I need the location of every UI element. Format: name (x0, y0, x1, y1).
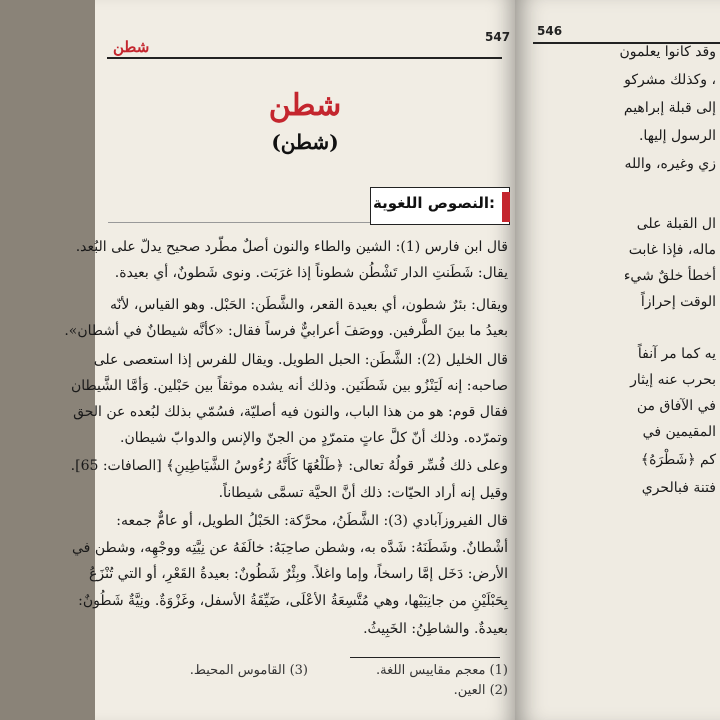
text-line: قال الفيروزآبادي (3): الشَّطَنُ، محرَّكة: الحَبْلُ الطويل، أو عامٌّ جمعه: (116, 513, 508, 529)
text-line: الرسول إليها. (638, 128, 716, 144)
text-line: يه كما مر آنفاً (637, 346, 716, 362)
text-line: زي وغيره، والله (624, 156, 716, 172)
text-line: قال ابن فارس (1): الشين والطاء والنون أصلٌ مطّرد صحيح يدلّ على البُعد. (75, 239, 508, 255)
section-heading: النصوص اللغوية: (373, 194, 495, 212)
footnote-2: (2) العين. (453, 683, 508, 698)
text-line: يقال: شَطَنتِ الدار تَشْطُن شطوناً إذا غرَبَت. ونوى شَطونٌ، أي بعيدة. (114, 265, 508, 281)
text-line: بعيدةٌ. والشاطِنُ: الخَبِيثُ. (363, 621, 508, 637)
entry-subtitle: (شطن) (271, 130, 339, 154)
footnote-3: (3) القاموس المحيط. (189, 663, 308, 678)
text-line: إلى قبلة إبراهيم (623, 100, 716, 116)
text-line: فتنة فبالحري (641, 480, 716, 496)
text-line: وتمرّده. وذلك أنّ كلَّ عاتٍ متمرّدٍ من الجنّ والإنس والدوابّ شيطان. (120, 430, 508, 446)
page-number-547: 547 (485, 30, 511, 44)
text-line: وقد كانوا يعلمون (619, 44, 716, 60)
text-line: ، وكذلك مشركو (624, 72, 716, 88)
footnote-1: (1) معجم مقاييس اللغة. (376, 663, 508, 678)
entry-title: شطن (268, 88, 342, 123)
text-line: بِحَبْلَيْنِ من جانِبَيْها، وهي مُتَّسِعَةُ الأعْلَى، ضَيِّقَةُ الأسفل، وغَزْوَةٌ. ونِيَّةٌ شَطُونٌ: (78, 593, 508, 609)
text-line: ويقال: بئرٌ شطون، أي بعيدة القعر، والشَّطَن: الحَبْل. وهو القياس، لأنّه (110, 297, 508, 313)
text-line: الوقت إحرازاً (640, 294, 716, 310)
text-line: كم ﴿شَطْرَهُ﴾ (640, 452, 716, 468)
footnote-rule (350, 657, 500, 658)
text-line: المقيمين في (642, 424, 716, 440)
text-line: صاحبه: إنه لَيَنْزُو بين شَطَنَين. وذلك أنه يشده موثقاً بين حَبْلين. وَأمَّا الشَّيطان (70, 378, 508, 394)
page-number-546: 546 (537, 24, 563, 38)
page-546 (515, 0, 720, 720)
text-line: الأرض: دَخَل إمَّا راسخاً، وإما واغلاً. وبِئْرٌ شَطُونٌ: بعيدةُ القَعْرِ، أو التي تُنْزَعُ (89, 566, 508, 582)
text-line: بعيدُ ما بينَ الطَّرفين. ووصَفَ أعرابيٌّ فرساً فقال: «كأنَّه شيطانٌ في أشطان». (64, 323, 508, 339)
text-line: بحرب عنه إيثار (630, 372, 716, 388)
section-heading-box (370, 187, 510, 225)
text-line: أخطأ خلقٌ شيء (623, 268, 716, 284)
text-line: فقال قوم: هو من هذا الباب، والنون فيه أصليّة، فسُمّي بذلك لبُعده عن الحق (73, 404, 508, 420)
text-line: قال الخليل (2): الشَّطَن: الحبل الطويل. ويقال للفرس إذا استعصى على (93, 352, 508, 368)
quran-verse-line: وعلى ذلك فُسِّر قولُهُ تعالى: ﴿طَلْعُهَا كَأَنَّهُ رُءُوسُ الشَّيَاطِينِ﴾ [الصافات: 65]. (70, 458, 508, 474)
text-line: وقيل إنه أراد الحيّات: ذلك أنَّ الحيَّة تسمَّى شيطاناً. (218, 485, 508, 501)
heading-accent-bar (502, 192, 510, 222)
text-line: في الآفاق من (636, 398, 716, 414)
text-line: ال القبلة على (636, 216, 716, 232)
text-line: أشْطانٌ. وشَطَنَهُ: شَدَّه به، وشطن صاحِبَهُ: خالَفَهُ عن نِيَّتِه ووجْهِه، وشطن في (72, 540, 508, 556)
header-rule (107, 57, 502, 59)
running-head: شطن (113, 38, 150, 56)
text-line: ماله، فإذا غابت (628, 242, 716, 258)
section-rule (108, 222, 370, 223)
